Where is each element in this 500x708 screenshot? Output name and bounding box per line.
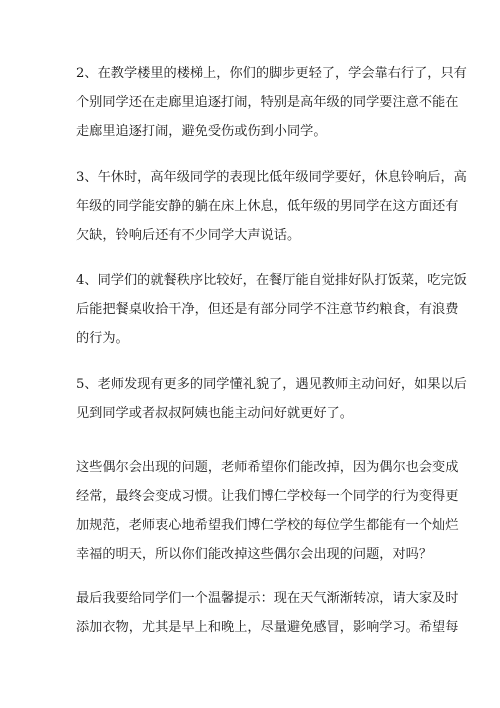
- text-line: 见到同学或者叔叔阿姨也能主动问好就更好了。: [76, 406, 353, 421]
- text-line: 后能把餐桌收拾干净，但还是有部分同学不注意节约粮食，有浪费: [76, 302, 459, 317]
- text-line: 添加衣物，尤其是早上和晚上，尽量避免感冒，影响学习。希望每: [76, 620, 459, 635]
- text-line: 3、午休时，高年级同学的表现比低年级同学要好，休息铃响后，高: [76, 170, 467, 185]
- text-line: 幸福的明天，所以你们能改掉这些偶尔会出现的问题，对吗？: [76, 547, 433, 562]
- text-line: 经常，最终会变成习惯。让我们博仁学校每一个同学的行为变得更: [76, 489, 459, 504]
- text-line: 欠缺，铃响后还有不少同学大声说话。: [76, 228, 301, 243]
- text-line: 5、老师发现有更多的同学懂礼貌了，遇见教师主动问好，如果以后: [76, 377, 467, 392]
- text-line: 年级的同学能安静的躺在床上休息，低年级的男同学在这方面还有: [76, 199, 459, 214]
- text-line: 4、同学们的就餐秩序比较好，在餐厅能自觉排好队打饭菜，吃完饭: [76, 273, 467, 288]
- text-line: 最后我要给同学们一个温馨提示：现在天气渐渐转凉，请大家及时: [76, 591, 459, 606]
- paragraph-item-4: [76, 266, 467, 353]
- paragraph-item-5: [76, 370, 467, 428]
- text-line: 2、在教学楼里的楼梯上，你们的脚步更轻了，学会靠右行了，只有: [76, 66, 467, 81]
- text-line: 加规范，老师衷心地希望我们博仁学校的每位学生都能有一个灿烂: [76, 518, 459, 533]
- paragraph-hope: [76, 453, 459, 569]
- paragraph-item-3: [76, 163, 467, 250]
- paragraph-reminder: [76, 584, 459, 642]
- text-line: 个别同学还在走廊里追逐打闹，特别是高年级的同学要注意不能在: [76, 95, 459, 110]
- paragraph-item-2: [76, 59, 467, 146]
- text-line: 这些偶尔会出现的问题，老师希望你们能改掉，因为偶尔也会变成: [76, 460, 459, 475]
- text-line: 的行为。: [76, 331, 129, 346]
- text-line: 走廊里追逐打闹，避免受伤或伤到小同学。: [76, 124, 327, 139]
